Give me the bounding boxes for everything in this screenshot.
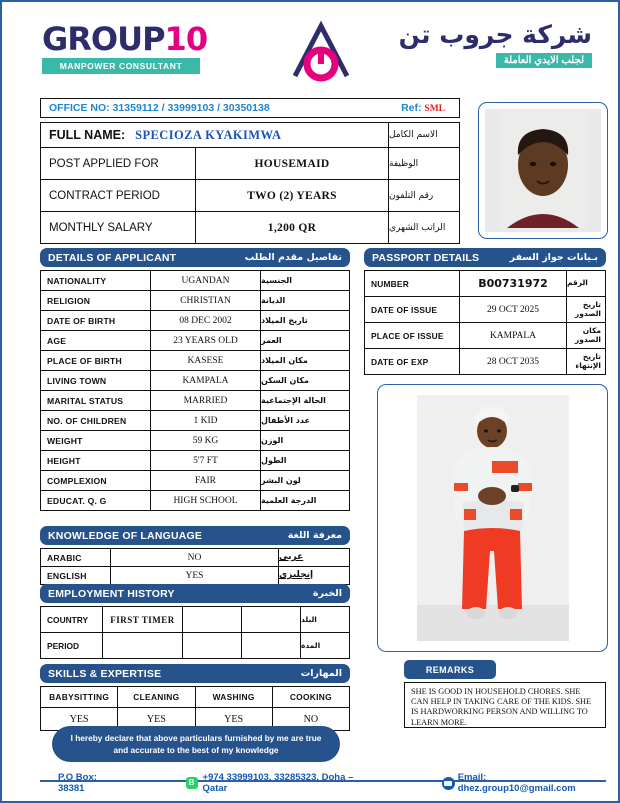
logo-mark-icon [285, 20, 357, 82]
table-row [41, 431, 349, 451]
table-row [41, 633, 349, 659]
row-label: AGE [41, 331, 151, 350]
skill-value-babysitting: YES [41, 708, 118, 730]
skill-value-cleaning: YES [118, 708, 195, 730]
row-label: MARITAL STATUS [41, 391, 151, 410]
row-value: 5'7 FT [151, 451, 261, 470]
employment-title-en: EMPLOYMENT HISTORY [48, 587, 175, 600]
post-applied-label: POST APPLIED FOR [41, 148, 196, 179]
logo-word-group: GROUP [42, 20, 165, 58]
document-header [30, 20, 592, 86]
language-title-en: KNOWLEDGE OF LANGUAGE [48, 529, 203, 542]
row-arabic: الحالة الإجتماعية [261, 396, 326, 405]
monthly-salary-arabic: الراتب الشهري [389, 222, 446, 233]
row-value: YES [111, 567, 279, 584]
row-arabic: الديانة [261, 296, 286, 305]
table-row [41, 549, 349, 567]
row-arabic: الجنسية [261, 276, 293, 285]
full-name-value: SPECIOZA KYAKIMWA [135, 127, 282, 142]
row-label: COMPLEXION [41, 471, 151, 490]
ref-label: Ref: [401, 102, 422, 114]
monthly-salary-label: MONTHLY SALARY [41, 212, 196, 243]
row-arabic: البلد [301, 615, 317, 624]
language-table [40, 548, 350, 585]
row-arabic: تاريخ الصدور [574, 300, 601, 318]
declaration-banner: I hereby declare that above particulars furnished by me are true and accurate to the best of my knowledge [52, 726, 340, 762]
passport-details-table [364, 270, 606, 375]
arabic-company-name: شركة جروب تن [398, 20, 592, 49]
post-applied-arabic: الوظيفة [389, 158, 419, 169]
passport-details-title-ar: بـيانات جواز السفر [509, 252, 598, 263]
arabic-tagline: لجلب الايدي العاملة [496, 53, 592, 68]
table-row [41, 391, 349, 411]
post-applied-value: HOUSEMAID [196, 148, 389, 179]
row-arabic: عدد الأطفال [261, 416, 310, 425]
row-label: NATIONALITY [41, 271, 151, 290]
row-arabic: مكان الميلاد [261, 356, 308, 365]
row-value: KAMPALA [151, 371, 261, 390]
row-arabic: عربي [279, 552, 304, 562]
remarks-header: REMARKS [404, 660, 496, 679]
table-row [40, 148, 460, 180]
footer-email-group[interactable] [442, 772, 606, 794]
applicant-full-body-photo [377, 384, 608, 652]
table-row [40, 212, 460, 244]
passport-details-header [364, 248, 606, 267]
row-label: WEIGHT [41, 431, 151, 450]
passport-details-section [364, 248, 606, 375]
email-icon [442, 777, 455, 790]
table-row [41, 351, 349, 371]
contract-period-label: CONTRACT PERIOD [41, 180, 196, 211]
row-value: 29 OCT 2025 [460, 297, 567, 322]
row-value: HIGH SCHOOL [151, 491, 261, 510]
page-inner [12, 12, 610, 793]
footer-bar [40, 772, 606, 794]
row-label: DATE OF ISSUE [365, 297, 460, 322]
row-label: HEIGHT [41, 451, 151, 470]
reference-code [401, 102, 459, 114]
row-value: 08 DEC 2002 [151, 311, 261, 330]
logo-tagline: MANPOWER CONSULTANT [42, 58, 200, 74]
skills-header-row [41, 687, 349, 708]
row-value: FAIR [151, 471, 261, 490]
employment-history-header [40, 584, 350, 603]
table-row [41, 311, 349, 331]
passport-photo-image [485, 109, 601, 232]
row-label: PLACE OF BIRTH [41, 351, 151, 370]
applicant-details-header [40, 248, 350, 267]
table-row [41, 607, 349, 633]
row-arabic: لون البشر [261, 476, 301, 485]
full-name-arabic: الاسم الكامل [389, 130, 438, 140]
language-section [40, 526, 350, 585]
table-row [41, 411, 349, 431]
table-row [41, 451, 349, 471]
top-form-table [40, 122, 460, 244]
applicant-details-title-ar: تفاصيل مقدم الطلب [244, 252, 342, 263]
whatsapp-icon: B [186, 777, 198, 789]
row-value: NO [111, 549, 279, 566]
monthly-salary-value: 1,200 QR [196, 212, 389, 243]
row-label: ARABIC [41, 549, 111, 566]
row-arabic: الدرجة العلمية [261, 496, 317, 505]
skill-value-cooking: NO [303, 713, 319, 725]
skill-header-cleaning: CLEANING [118, 687, 195, 707]
footer-phone-group [186, 772, 380, 794]
skill-header-cooking: COOKING [289, 692, 332, 702]
employment-table [40, 606, 350, 659]
full-name-row [40, 122, 460, 148]
table-row [365, 323, 605, 349]
footer-email[interactable]: Email: dhez.group10@gmail.com [457, 772, 576, 794]
row-value: CHRISTIAN [151, 291, 261, 310]
row-arabic: مكان السكن [261, 376, 309, 385]
row-value: UGANDAN [151, 271, 261, 290]
employment-history-section [40, 584, 350, 659]
skills-table [40, 686, 350, 731]
row-label: ENGLISH [41, 567, 111, 584]
row-label: PERIOD [41, 633, 103, 658]
table-row [41, 291, 349, 311]
row-arabic: الطول [261, 456, 287, 465]
skill-value-washing: YES [196, 708, 273, 730]
row-arabic: الرقم [567, 278, 588, 288]
row-value: FIRST TIMER [103, 607, 183, 632]
ref-value: SML [424, 104, 445, 114]
row-label: COUNTRY [41, 607, 103, 632]
office-number-bar [40, 98, 460, 118]
skills-header [40, 664, 350, 683]
empty-cell [242, 607, 301, 632]
company-logo [42, 22, 222, 74]
applicant-details-table [40, 270, 350, 511]
row-arabic: تاريخ الإنتهاء [575, 352, 601, 370]
skill-header-babysitting: BABYSITTING [41, 687, 118, 707]
row-label: NUMBER [365, 271, 460, 296]
row-value: MARRIED [151, 391, 261, 410]
language-title-ar: معرفة اللغة [287, 530, 342, 541]
skill-header-washing: WASHING [196, 687, 273, 707]
contract-period-value: TWO (2) YEARS [196, 180, 389, 211]
table-row [40, 180, 460, 212]
row-label: DATE OF EXP [365, 349, 460, 374]
applicant-details-title-en: DETAILS OF APPLICANT [48, 251, 177, 264]
table-row [41, 271, 349, 291]
table-row [41, 371, 349, 391]
applicant-details-section [40, 248, 350, 511]
row-arabic: مكان الصدور [574, 326, 601, 344]
full-body-photo-image [384, 391, 601, 645]
table-row [365, 271, 605, 297]
row-label: DATE OF BIRTH [41, 311, 151, 330]
office-number-text: OFFICE NO: 31359112 / 33999103 / 30350138 [49, 102, 270, 114]
remarks-text: SHE IS GOOD IN HOUSEHOLD CHORES. SHE CAN HELP IN TAKING CARE OF THE KIDS. SHE IS HARDWORKING PERSON AND WILLING TO LEARN MORE. [404, 682, 606, 728]
table-row [365, 349, 605, 375]
footer-phone: +974 33999103, 33285323, Doha – Qatar [202, 772, 354, 794]
logo-word-ten: 10 [164, 20, 208, 58]
table-row [41, 567, 349, 585]
language-header [40, 526, 350, 545]
passport-number-value: B00731972 [460, 271, 567, 296]
row-value: 23 YEARS OLD [151, 331, 261, 350]
row-arabic: المدة [301, 641, 321, 650]
row-value [103, 633, 183, 658]
empty-cell [242, 633, 301, 658]
skills-title-en: SKILLS & EXPERTISE [48, 667, 162, 680]
row-value: KAMPALA [460, 323, 567, 348]
empty-cell [183, 607, 242, 632]
contract-period-arabic: رقم التلفون [389, 190, 434, 201]
row-arabic: إنجليزي [279, 570, 314, 580]
arabic-header [372, 20, 592, 68]
row-value: 1 KID [151, 411, 261, 430]
row-arabic: العمر [261, 336, 282, 345]
table-row [41, 331, 349, 351]
row-value: KASESE [151, 351, 261, 370]
row-label: EDUCAT. Q. G [41, 491, 151, 510]
skills-section [40, 664, 350, 731]
row-label: PLACE OF ISSUE [365, 323, 460, 348]
empty-cell [183, 633, 242, 658]
row-label: RELIGION [41, 291, 151, 310]
row-label: LIVING TOWN [41, 371, 151, 390]
row-value: 59 KG [151, 431, 261, 450]
applicant-passport-photo [478, 102, 608, 239]
table-row [41, 491, 349, 511]
logo-wordmark [42, 22, 222, 56]
row-arabic: تاريخ الميلاد [261, 316, 308, 325]
full-name-label: FULL NAME: [49, 128, 126, 142]
row-value: 28 OCT 2035 [460, 349, 567, 374]
table-row [41, 471, 349, 491]
row-arabic: الوزن [261, 436, 284, 445]
skills-title-ar: المهارات [300, 668, 342, 679]
row-label: NO. OF CHILDREN [41, 411, 151, 430]
passport-details-title-en: PASSPORT DETAILS [372, 251, 480, 264]
table-row [365, 297, 605, 323]
footer-po-box: P.O Box: 38381 [58, 772, 97, 794]
employment-title-ar: الخبرة [312, 588, 342, 599]
